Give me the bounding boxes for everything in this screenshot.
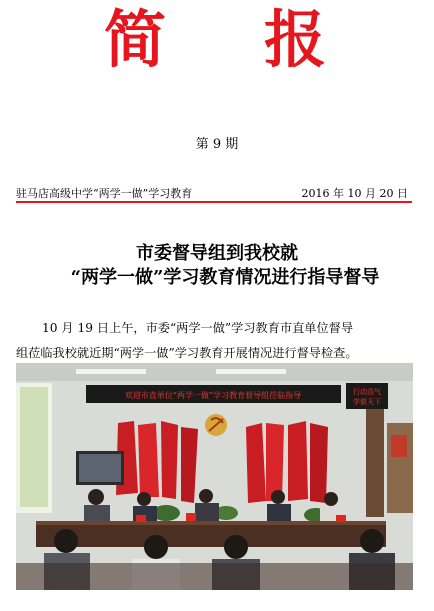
masthead-char-bao: 报 [264, 3, 327, 76]
masthead [0, 2, 434, 80]
photo-banner-text: 欢迎市直单位“两学一做”学习教育督导组莅临指导 [124, 391, 302, 400]
meeting-photo-illustration [16, 363, 413, 590]
headline-line-1: 市委督导组到我校就 [136, 243, 298, 264]
body-paragraph-line-2: 组莅临我校就近期“两学一做”学习教育开展情况进行督导检查。 [16, 346, 358, 360]
photo-slogan-line-1: 行动浩气 [353, 388, 381, 396]
headline-line-2: “两学一做”学习教育情况进行指导督导 [70, 267, 380, 288]
issue-number: 第 9 期 [195, 137, 239, 152]
masthead-char-jian: 简 [104, 3, 167, 76]
publisher-label: 驻马店高级中学“两学一做”学习教育 [16, 187, 193, 200]
meeting-photo [16, 363, 413, 590]
photo-slogan-line-2: 学做天下 [353, 398, 381, 406]
issue-date: 2016 年 10 月 20 日 [301, 187, 408, 200]
red-divider [16, 201, 412, 203]
body-paragraph-line-1: 10 月 19 日上午，市委“两学一做”学习教育市直单位督导 [42, 321, 354, 335]
